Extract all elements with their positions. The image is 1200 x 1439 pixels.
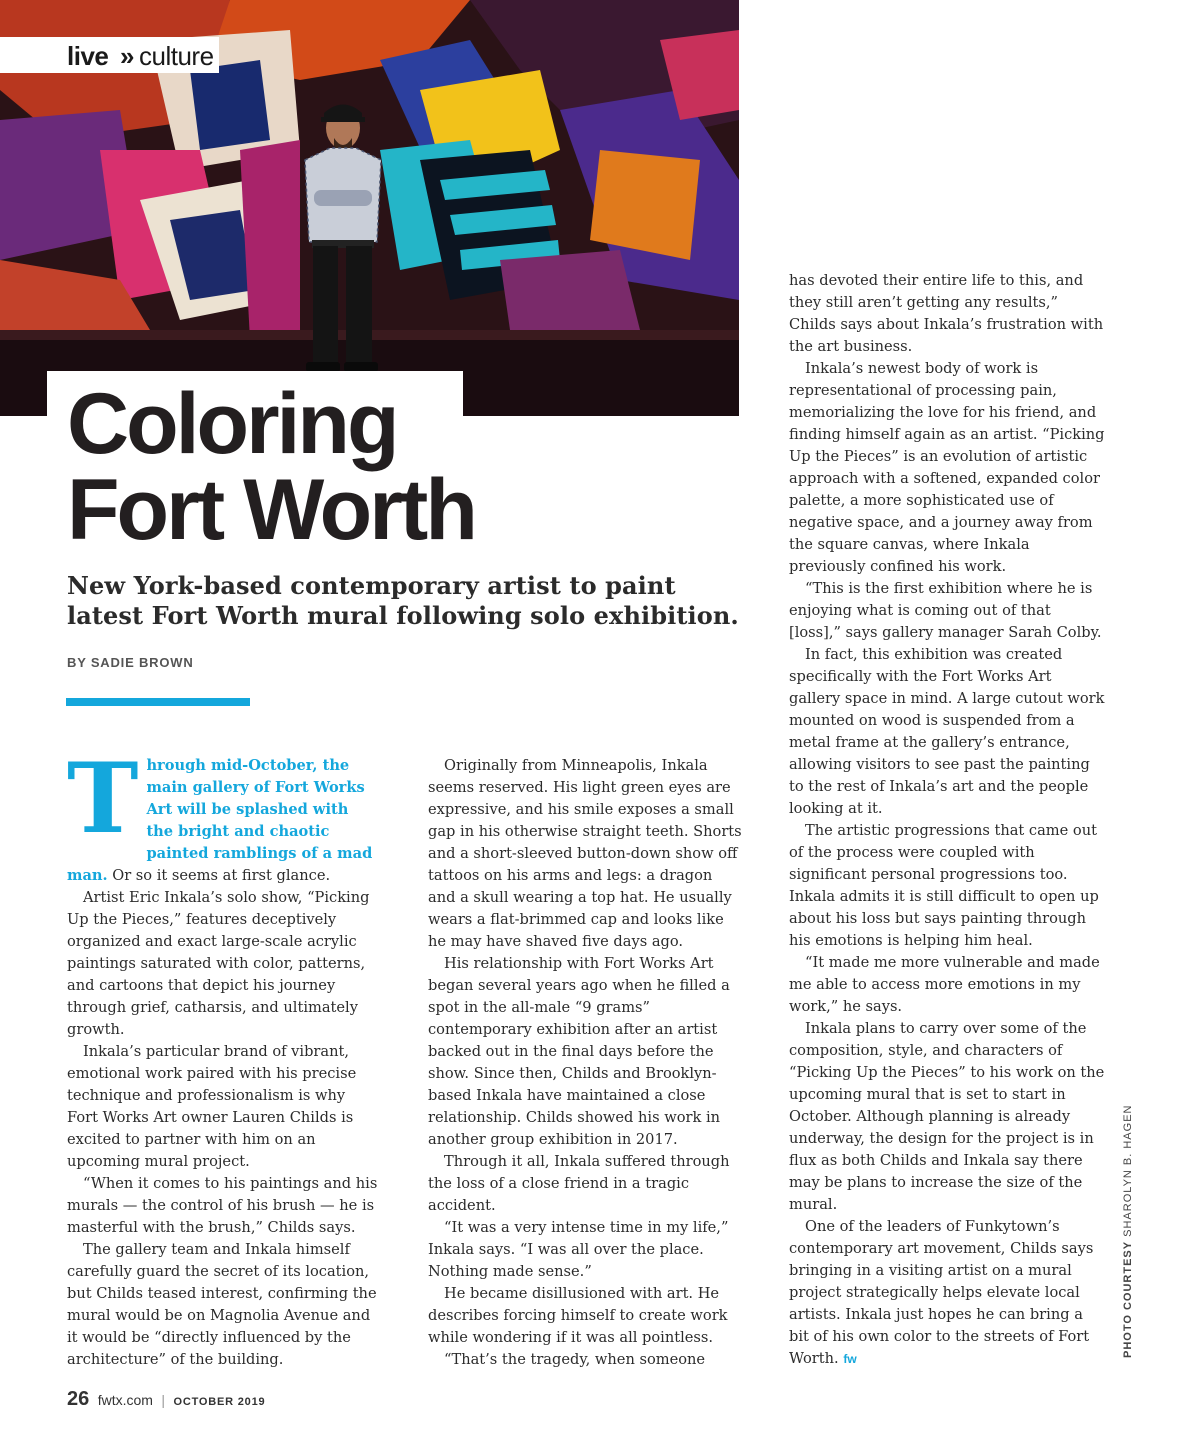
paragraph: “That’s the tragedy, when someone [444,1351,706,1368]
paragraph: Inkala’s newest body of work is representational of processing pain, memorializing the love for his friend, and finding himself again as an artist. “Picking Up the Pieces” is an evolution of artistic approach with a softened, expanded color palette, a more sophisticated use of negative space, and a journey away from the square canvas, where Inkala previously confined his work. [789,360,1105,575]
accent-rule [66,698,250,706]
paragraph: The artistic progressions that came out of the process were coupled with significant personal progressions too. Inkala admits it is still difficult to open up about his loss but says painting through his emotions is helping him heal. [789,822,1099,949]
lead-rest: Or so it seems at first glance. [107,867,331,884]
footer-separator: | [161,1392,166,1408]
column-2 [428,755,742,1371]
paragraph: Inkala plans to carry over some of the composition, style, and characters of “Picking Up the Pieces” to his work on the upcoming mural that is set to start in October. Although planning is already underway, the design for the project is in flux as both Childs and Inkala say there may be plans to increase the size of the mural. [789,1020,1105,1213]
photo-credit [1122,1105,1134,1358]
lead-in: hrough mid-October, the main gallery of Fort Works Art will be splashed with the bright and chaotic painted ramblings of a mad man. [67,757,373,884]
section-separator: » [120,41,134,71]
end-mark: fw [843,1352,857,1366]
paragraph: Through it all, Inkala suffered through the loss of a close friend in a tragic accident. [428,1153,730,1214]
dek: New York-based contemporary artist to paint latest Fort Worth mural following solo exhibition. [67,571,739,630]
paragraph [789,1216,1105,1370]
section-tag [0,37,219,73]
photo-credit-name: SHAROLYN B. HAGEN [1122,1104,1134,1237]
paragraph: “This is the first exhibition where he is enjoying what is coming out of that [loss],” says gallery manager Sarah Colby. [789,580,1102,641]
page-footer [67,1388,265,1411]
page-number: 26 [67,1388,90,1410]
headline-line-1: Coloring [67,376,397,472]
column-1 [67,742,379,1371]
section-secondary: culture [139,41,214,71]
paragraph: “When it comes to his paintings and his murals — the control of his brush — he is masterful with the brush,” Childs says. [67,1175,378,1236]
paragraph: “It made me more vulnerable and made me able to access more emotions in my work,” he says. [789,954,1100,1015]
headline-line-2: Fort Worth [67,462,475,558]
paragraph: The gallery team and Inkala himself carefully guard the secret of its location, but Childs teased interest, confirming the mural would be on Magnolia Avenue and it would be “directly influenced by the architecture” of the building. [67,1241,377,1368]
dropcap: T [67,742,139,855]
site-url[interactable]: fwtx.com [97,1392,153,1408]
paragraph: “It was a very intense time in my life,” Inkala says. “I was all over the place. Nothing made sense.” [428,1219,729,1280]
paragraph-continued: has devoted their entire life to this, and they still aren’t getting any results,” Childs says about Inkala’s frustration with the art business. [789,272,1104,355]
headline [67,376,475,558]
column-3 [789,270,1105,1370]
byline: BY SADIE BROWN [67,655,194,670]
paragraph: In fact, this exhibition was created specifically with the Fort Works Art gallery space in mind. A large cutout work mounted on wood is suspended from a metal frame at the gallery’s entrance, allowing visitors to see past the painting to the rest of Inkala’s art and the people looking at it. [789,646,1105,817]
photo-credit-label: PHOTO COURTESY [1122,1240,1134,1358]
paragraph: Artist Eric Inkala’s solo show, “Picking Up the Pieces,” features deceptively organized and exact large-scale acrylic paintings saturated with color, patterns, and cartoons that depict his journey through grief, catharsis, and ultimately growth. [67,889,370,1038]
section-primary: live [67,41,109,71]
paragraph: His relationship with Fort Works Art began several years ago when he filled a spot in the all-male “9 grams” contemporary exhibition after an artist backed out in the final days before the show. Since then, Childs and Brooklyn-based Inkala have maintained a close relationship. Childs showed his work in another group exhibition in 2017. [428,955,730,1148]
paragraph: Inkala’s particular brand of vibrant, emotional work paired with his precise technique and professionalism is why Fort Works Art owner Lauren Childs is excited to partner with him on an upcoming mural project. [67,1043,357,1170]
final-paragraph-text: One of the leaders of Funkytown’s contemporary art movement, Childs says bringing in a visiting artist on a mural project strategically helps elevate local artists. Inkala just hopes he can bring a bit of his own color to the streets of Fort Worth. [789,1218,1094,1367]
paragraph: Originally from Minneapolis, Inkala seems reserved. His light green eyes are expressive, and his smile exposes a small gap in his otherwise straight teeth. Shorts and a short-sleeved button-down show off tattoos on his arms and legs: a dragon and a skull wearing a top hat. He usually wears a flat-brimmed cap and looks like he may have shaved five days ago. [428,757,742,950]
lead-paragraph [67,742,379,887]
paragraph: He became disillusioned with art. He describes forcing himself to create work while wondering if it was all pointless. [428,1285,728,1346]
issue-date: OCTOBER 2019 [173,1396,266,1408]
